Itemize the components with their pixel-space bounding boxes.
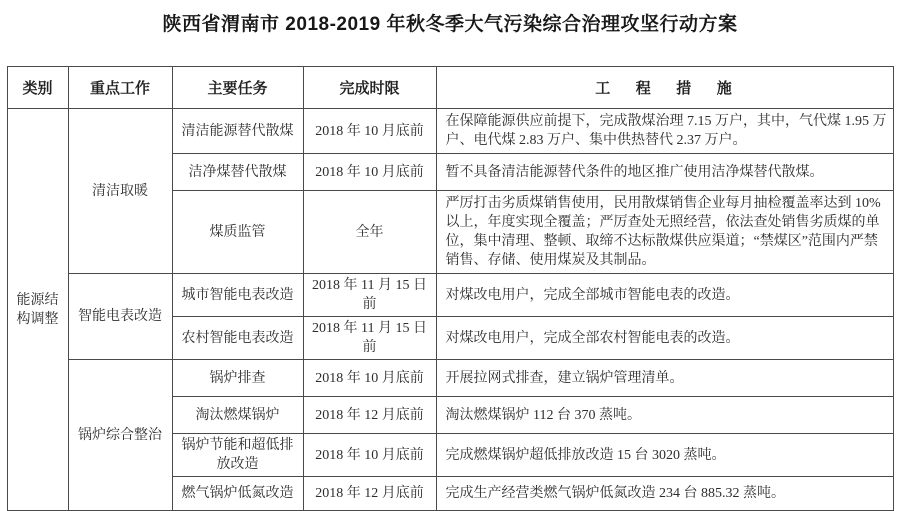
header-row (7, 67, 893, 109)
measure-cell: 完成燃煤锅炉超低排放改造 15 台 3020 蒸吨。 (436, 434, 893, 477)
measure-cell: 开展拉网式排查，建立锅炉管理清单。 (436, 360, 893, 397)
measure-cell: 淘汰燃煤锅炉 112 台 370 蒸吨。 (436, 397, 893, 434)
header-category: 类别 (7, 67, 68, 109)
deadline-cell: 2018 年 10 月底前 (303, 360, 436, 397)
measure-cell: 暂不具备清洁能源替代条件的地区推广使用洁净煤替代散煤。 (436, 154, 893, 191)
task-cell: 锅炉排查 (172, 360, 303, 397)
task-cell: 锅炉节能和超低排放改造 (172, 434, 303, 477)
table-row (7, 274, 893, 317)
task-cell: 洁净煤替代散煤 (172, 154, 303, 191)
task-cell: 城市智能电表改造 (172, 274, 303, 317)
category-cell: 能源结构调整 (7, 109, 68, 511)
table-row (7, 360, 893, 397)
measure-cell: 对煤改电用户，完成全部城市智能电表的改造。 (436, 274, 893, 317)
deadline-cell: 2018 年 11 月 15 日前 (303, 317, 436, 360)
measure-cell: 对煤改电用户，完成全部农村智能电表的改造。 (436, 317, 893, 360)
header-key-work: 重点工作 (68, 67, 172, 109)
task-cell: 煤质监管 (172, 191, 303, 274)
measure-cell: 严厉打击劣质煤销售使用，民用散煤销售企业每月抽检覆盖率达到 10%以上，年度实现全覆盖；严厉查处无照经营，依法查处销售劣质煤的单位，集中清理、整顿、取缔不达标散煤供应渠道；“禁煤区”范围内严禁销售、存储、使用煤炭及其制品。 (436, 191, 893, 274)
deadline-cell: 2018 年 10 月底前 (303, 434, 436, 477)
measure-cell: 完成生产经营类燃气锅炉低氮改造 234 台 885.32 蒸吨。 (436, 477, 893, 511)
header-deadline: 完成时限 (303, 67, 436, 109)
header-measures: 工程措施 (436, 67, 893, 109)
group-cell-boiler: 锅炉综合整治 (68, 360, 172, 511)
measure-cell: 在保障能源供应前提下，完成散煤治理 7.15 万户，其中，气代煤 1.95 万户、电代煤 2.83 万户、集中供热替代 2.37 万户。 (436, 109, 893, 154)
action-plan-table (7, 66, 894, 511)
page-title: 陕西省渭南市 2018-2019 年秋冬季大气污染综合治理攻坚行动方案 (162, 14, 738, 35)
deadline-cell: 2018 年 12 月底前 (303, 477, 436, 511)
deadline-cell: 2018 年 10 月底前 (303, 109, 436, 154)
group-cell-smart-meter: 智能电表改造 (68, 274, 172, 360)
task-cell: 燃气锅炉低氮改造 (172, 477, 303, 511)
table-row (7, 109, 893, 154)
deadline-cell: 2018 年 11 月 15 日前 (303, 274, 436, 317)
task-cell: 淘汰燃煤锅炉 (172, 397, 303, 434)
deadline-cell: 2018 年 12 月底前 (303, 397, 436, 434)
group-cell-clean-heating: 清洁取暖 (68, 109, 172, 274)
header-main-task: 主要任务 (172, 67, 303, 109)
deadline-cell: 全年 (303, 191, 436, 274)
task-cell: 农村智能电表改造 (172, 317, 303, 360)
deadline-cell: 2018 年 10 月底前 (303, 154, 436, 191)
task-cell: 清洁能源替代散煤 (172, 109, 303, 154)
